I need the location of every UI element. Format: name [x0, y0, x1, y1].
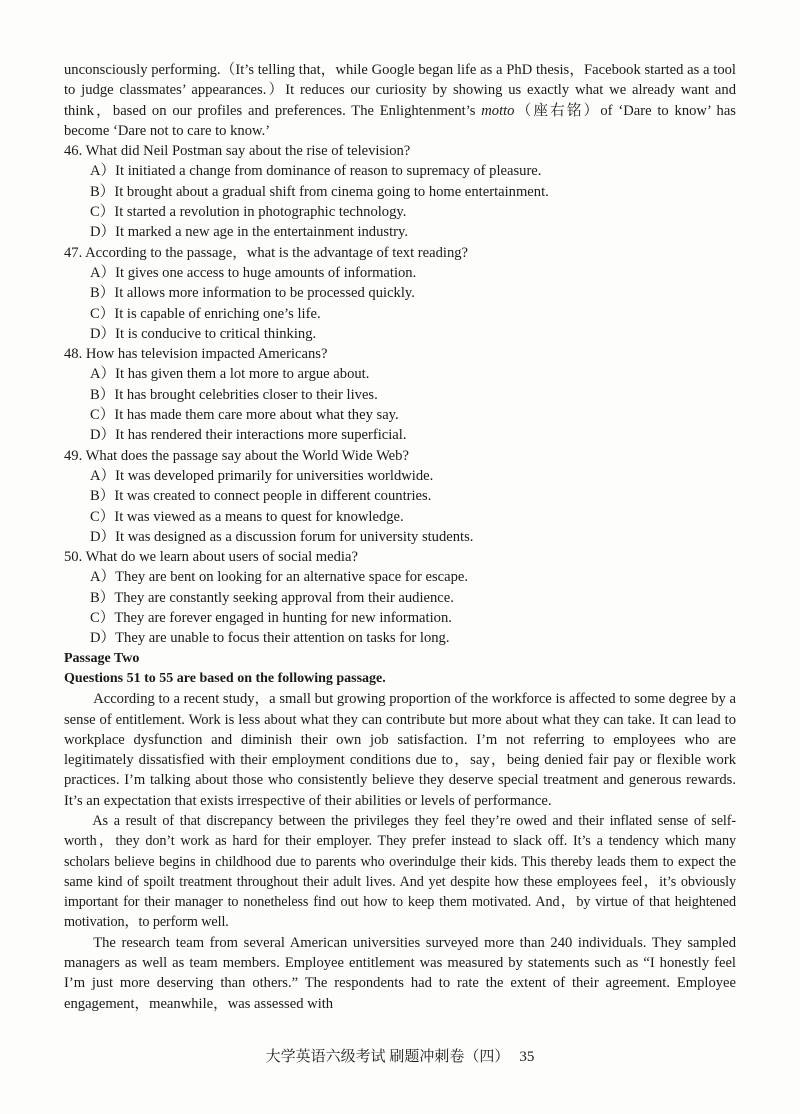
page-footer [0, 1047, 800, 1067]
option-b: B）It brought about a gradual shift from cinema going to home entertainment. [90, 183, 549, 200]
option-a: A）It gives one access to huge amounts of information. [90, 264, 417, 281]
passage-paragraph-3: The research team from several American universities surveyed more than 240 individuals. They sampled managers as well as team members. Employee entitlement was measured by statements such as “I honestly feel I’m just more deserving than others.” The respondents had to rate the extent of their agreement. Employee engagement，meanwhile，was assessed with [64, 934, 736, 1012]
question-49 [64, 446, 736, 547]
question-stem: 50. What do we learn about users of social media? [64, 549, 358, 566]
option-d: D）It was designed as a discussion forum for university students. [90, 528, 474, 545]
option-c: C）It is capable of enriching one’s life. [90, 305, 321, 322]
option-a: A）They are bent on looking for an alternative space for escape. [90, 569, 469, 586]
intro-italic-word: motto [481, 102, 515, 119]
option-d: D）It has rendered their interactions more superficial. [90, 427, 407, 444]
question-48 [64, 344, 736, 445]
intro-paragraph [64, 60, 736, 141]
passage-two-title: Passage Two [64, 650, 140, 666]
question-50 [64, 547, 736, 648]
passage-paragraph-1: According to a recent study，a small but growing proportion of the workforce is affected to some degree by a sense of entitlement. Work is less about what they can contribute but more about what they can take. It can lead to workplace dysfunction and diminish their own job satisfaction. I’m not referring to employees who are legitimately dissatisfied with their employment conditions due to，say，being denied fair pay or flexible work practices. I’m talking about those who consistently believe they deserve special treatment and generous rewards. It’s an expectation that exists irrespective of their abilities or levels of performance. [64, 691, 736, 809]
option-b: B）It has brought celebrities closer to their lives. [90, 386, 378, 403]
passage-two-instruction: Questions 51 to 55 are based on the following passage. [64, 670, 386, 686]
option-b: B）It allows more information to be processed quickly. [90, 285, 415, 302]
question-stem: 49. What does the passage say about the World Wide Web? [64, 447, 409, 464]
question-stem: 46. What did Neil Postman say about the rise of television? [64, 143, 411, 160]
option-c: C）It started a revolution in photographic technology. [90, 204, 407, 221]
option-b: B）It was created to connect people in different countries. [90, 488, 432, 505]
option-c: C）It was viewed as a means to quest for knowledge. [90, 508, 404, 525]
question-stem: 47. According to the passage，what is the advantage of text reading? [64, 244, 469, 261]
page-content [64, 60, 736, 1014]
option-a: A）It initiated a change from dominance of reason to supremacy of pleasure. [90, 163, 542, 180]
intro-text-part-2: （座右铭）of ‘Dare to know’ has become ‘Dare not to care to know.’ [64, 102, 736, 139]
option-b: B）They are constantly seeking approval from their audience. [90, 589, 454, 606]
option-a: A）It was developed primarily for universities worldwide. [90, 467, 434, 484]
option-d: D）It is conducive to critical thinking. [90, 325, 317, 342]
question-stem: 48. How has television impacted Americans? [64, 346, 328, 363]
question-46 [64, 141, 736, 242]
passage-paragraph-2: As a result of that discrepancy between the privileges they feel they’re owed and their inflated sense of self-worth，they don’t work as hard for their employer. They prefer instead to slack off. It’s a tendency which many scholars believe begins in childhood due to parents who overindulge their kids. This thereby leads them to expect the same kind of spoilt treatment throughout their adult lives. And yet despite how these employees feel，it’s obviously important for their manager to nonetheless find out how to keep them motivated. And，by virtue of that heightened motivation，to perform well. [64, 812, 736, 931]
page-number: 35 [519, 1049, 535, 1065]
option-c: C）It has made them care more about what they say. [90, 407, 399, 424]
option-a: A）It has given them a lot more to argue about. [90, 366, 370, 383]
question-47 [64, 243, 736, 344]
book-title: 大学英语六级考试 刷题冲刺卷（四） [265, 1049, 510, 1065]
option-c: C）They are forever engaged in hunting for new information. [90, 610, 452, 627]
intro-text-part-1: unconsciously performing.（It’s telling that，while Google began life as a PhD thesis，Facebook started as a tool to judge classmates’ appearances.）It reduces our curiosity by showing us exactly what we already want and think，based on our profiles and preferences. The Enlightenment’s [64, 62, 736, 119]
option-d: D）It marked a new age in the entertainment industry. [90, 224, 408, 241]
option-d: D）They are unable to focus their attention on tasks for long. [90, 630, 450, 647]
